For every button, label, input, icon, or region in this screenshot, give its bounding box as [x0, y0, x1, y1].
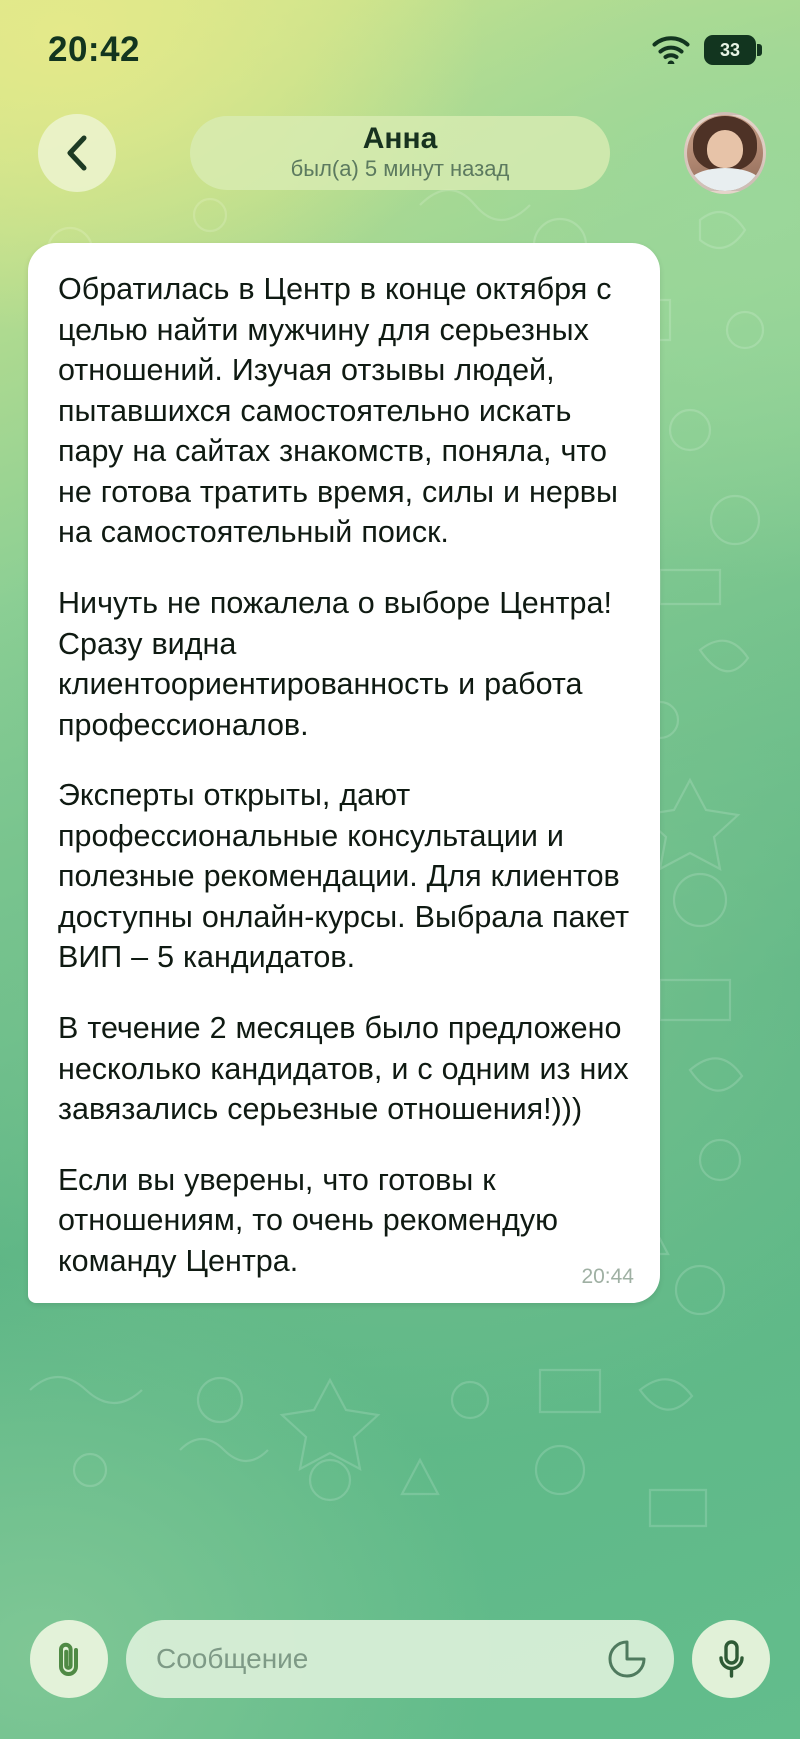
- message-input-placeholder: Сообщение: [156, 1643, 309, 1674]
- message-input-bar: [0, 1579, 800, 1739]
- avatar-shoulders: [689, 168, 762, 194]
- status-indicators: [652, 35, 756, 65]
- avatar[interactable]: [684, 112, 766, 194]
- voice-record-button[interactable]: [692, 1620, 770, 1698]
- message-timestamp: 20:44: [581, 1265, 634, 1289]
- message-paragraph: Если вы уверены, что готовы к отношениям, то очень рекомендую команду Центра.: [58, 1162, 558, 1278]
- chat-message-area: [0, 205, 800, 1585]
- wifi-icon: [652, 36, 690, 64]
- sticker-icon[interactable]: [606, 1638, 648, 1680]
- battery-level: 33: [719, 40, 741, 60]
- chat-title-pill[interactable]: [190, 116, 610, 190]
- status-bar: [0, 0, 800, 100]
- paperclip-icon: [51, 1639, 87, 1679]
- message-paragraph: Обратилась в Центр в конце октября с целью найти мужчину для серьезных отношений. Изучая отзывы людей, пытавшихся самостоятельно искать пару на сайтах знакомств, поняла, что не готова тратить время, силы и нервы на самостоятельный поиск.: [58, 272, 618, 550]
- chat-title: Анна: [362, 121, 438, 155]
- chevron-left-icon: [63, 133, 91, 173]
- message-input-field[interactable]: [126, 1620, 674, 1698]
- microphone-icon: [716, 1638, 746, 1680]
- back-button[interactable]: [38, 114, 116, 192]
- battery-icon: [704, 35, 756, 65]
- message-paragraph: В течение 2 месяцев было предложено несколько кандидатов, и с одним из них завязались серьезные отношения!))): [58, 1011, 629, 1127]
- message-bubble[interactable]: [28, 243, 660, 1303]
- status-time: 20:42: [48, 30, 141, 69]
- chat-subtitle: был(а) 5 минут назад: [290, 156, 510, 182]
- attach-button[interactable]: [30, 1620, 108, 1698]
- chat-header: [0, 100, 800, 205]
- avatar-face: [707, 130, 743, 168]
- message-paragraph: Эксперты открыты, дают профессиональные консультации и полезные рекомендации. Для клиентов доступны онлайн-курсы. Выбрала пакет ВИП – 5 кандидатов.: [58, 778, 630, 975]
- message-paragraph: Ничуть не пожалела о выборе Центра! Сразу видна клиентоориентированность и работа профессионалов.: [58, 585, 612, 742]
